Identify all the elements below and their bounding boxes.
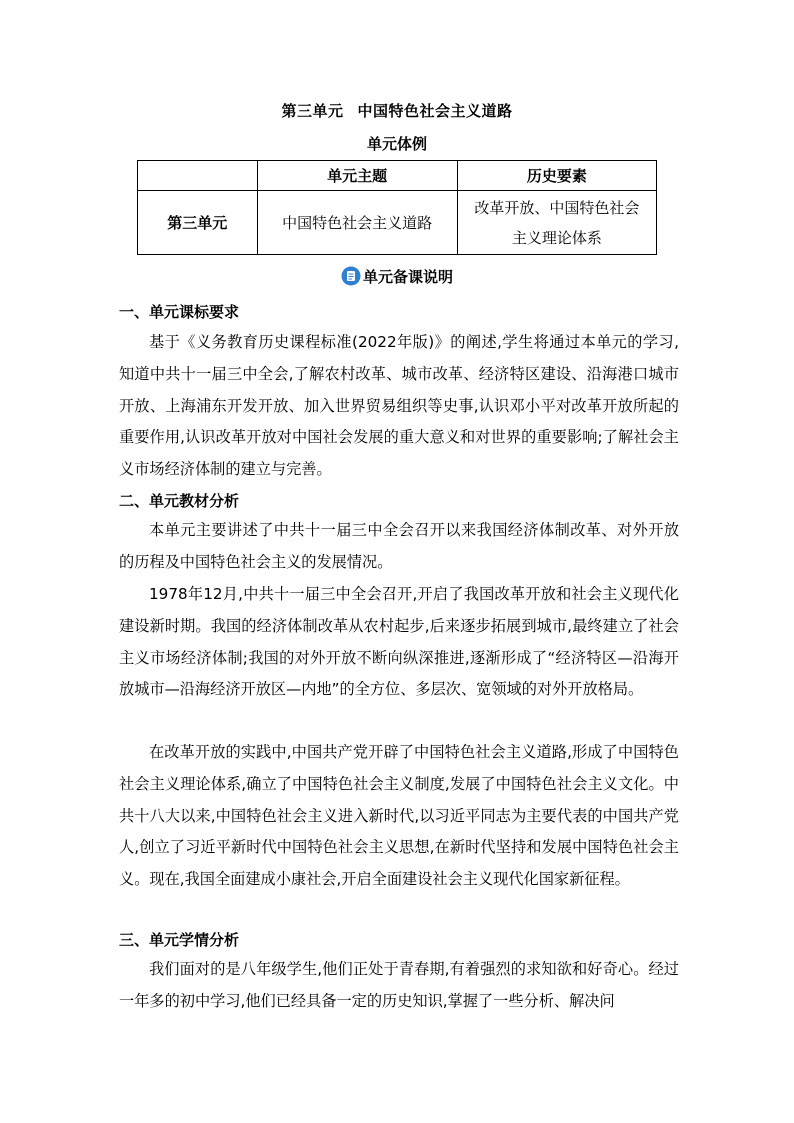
paragraph-students: 我们面对的是八年级学生,他们正处于青春期,有着强烈的求知欲和好奇心。经过一年多的初中学习,他们已经具备一定的历史知识,掌握了一些分析、解决问 (119, 960, 679, 1010)
title-unit: 第三单元 (281, 102, 344, 120)
table-header-empty (138, 161, 258, 191)
lesson-prep-heading (0, 266, 794, 287)
section-heading-students: 三、单元学情分析 (119, 931, 240, 949)
section-heading-textbook: 二、单元教材分析 (119, 492, 240, 510)
lesson-prep-label: 单元备课说明 (362, 268, 453, 286)
table-header-theme: 单元主题 (257, 161, 457, 191)
table-cell-elements-line2: 主义理论体系 (511, 228, 602, 247)
paragraph-curriculum: 基于《义务教育历史课程标准(2022年版)》的阐述,学生将通过本单元的学习,知道中共十一届三中全会,了解农村改革、城市改革、经济特区建设、沿海港口城市开放、上海浦东开发开放、加入世界贸易组织等史事,认识邓小平对改革开放所起的重要作用,认识改革开放对中国社会发展的重大意义和对世界的重要影响;了解社会主义市场经济体制的建立与完善。 (119, 333, 679, 479)
unit-format-table (137, 160, 657, 255)
unit-format-heading: 单元体例 (366, 135, 427, 153)
table-row (138, 191, 657, 255)
table-cell-elements-line1: 改革开放、中国特色社会 (474, 198, 640, 217)
section-heading-curriculum: 一、单元课标要求 (119, 303, 240, 321)
paragraph-textbook-intro: 本单元主要讲述了中共十一届三中全会召开以来我国经济体制改革、对外开放的历程及中国特色社会主义的发展情况。 (119, 521, 679, 571)
title-topic: 中国特色社会主义道路 (357, 102, 513, 120)
notebook-icon (341, 266, 361, 286)
paragraph-textbook-socialism: 在改革开放的实践中,中国共产党开辟了中国特色社会主义道路,形成了中国特色社会主义理论体系,确立了中国特色社会主义制度,发展了中国特色社会主义文化。中共十八大以来,中国特色社会主义进入新时代,以习近平同志为主要代表的中国共产党人,创立了习近平新时代中国特色社会主义思想,在新时代坚持和发展中国特色社会主义。现在,我国全面建成小康社会,开启全面建设社会主义现代化国家新征程。 (119, 743, 679, 889)
table-cell-theme: 中国特色社会主义道路 (257, 191, 457, 255)
table-cell-unit: 第三单元 (138, 191, 258, 255)
paragraph-textbook-history: 1978年12月,中共十一届三中全会召开,开启了我国改革开放和社会主义现代化建设新时期。我国的经济体制改革从农村起步,后来逐步拓展到城市,最终建立了社会主义市场经济体制;我国的对外开放不断向纵深推进,逐渐形成了“经济特区—沿海开放城市—沿海经济开放区—内地”的全方位、多层次、宽领域的对外开放格局。 (119, 585, 679, 699)
table-header-elements: 历史要素 (457, 161, 656, 191)
table-header-row (138, 161, 657, 191)
table-cell-elements (457, 191, 656, 255)
document-title (0, 100, 794, 121)
